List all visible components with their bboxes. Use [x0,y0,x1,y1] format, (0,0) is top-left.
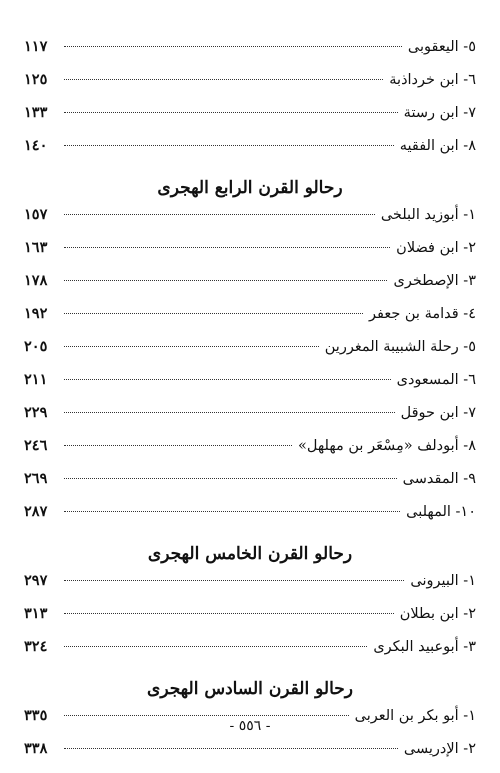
dot-leader [64,715,349,716]
dot-leader [64,112,398,113]
dot-leader [64,214,375,215]
dot-leader [64,580,404,581]
toc-entry [24,206,476,239]
toc-entry [24,740,476,773]
toc-entry [24,71,476,104]
entry-page-number: ٣١٣ [24,605,48,622]
toc-entry [24,503,476,536]
toc-entry [24,437,476,470]
entry-title: ٥- رحلة الشبيبة المغررين [324,339,476,355]
entry-page-number: ٣٢٤ [24,638,48,655]
entry-title: ٨- ابن الفقيه [399,138,476,154]
entry-title: ٢- ابن بطلان [399,606,476,622]
entry-page-number: ٢٩٧ [24,572,48,589]
dot-leader [64,280,387,281]
toc-entry [24,470,476,503]
toc-entry [24,371,476,404]
entry-page-number: ١٣٣ [24,104,48,121]
entry-title: ٦- ابن خرداذبة [389,72,476,88]
dot-leader [64,445,292,446]
toc-entry [24,104,476,137]
entry-title: ١- البيرونى [410,573,476,589]
entry-page-number: ١١٧ [24,38,48,55]
entry-page-number: ١٤٠ [24,137,48,154]
entry-title: ٣- أبوعبيد البكرى [373,639,476,655]
entry-page-number: ١٢٥ [24,71,48,88]
entry-title: ٣- الإصطخرى [393,273,476,289]
entry-page-number: ٢٦٩ [24,470,48,487]
entry-title: ٧- ابن رستة [403,105,476,121]
entry-page-number: ٢٠٥ [24,338,48,355]
dot-leader [64,247,390,248]
toc-section-3 [24,536,476,671]
toc-entry [24,239,476,272]
entry-page-number: ١٩٢ [24,305,48,322]
entry-title: ٢- ابن فضلان [396,240,476,256]
toc-entry [24,272,476,305]
toc-entry [24,338,476,371]
dot-leader [64,79,383,80]
toc-entry [24,605,476,638]
toc-entry [24,137,476,170]
dot-leader [64,46,402,47]
entry-page-number: ٣٣٨ [24,740,48,757]
dot-leader [64,379,391,380]
dot-leader [64,613,394,614]
entry-title: ٢- الإدريسى [403,741,476,757]
page-number: - ٥٥٦ - [229,718,271,734]
dot-leader [64,412,395,413]
toc-entry [24,38,476,71]
dot-leader [64,646,367,647]
entry-title: ٥- اليعقوبى [407,39,476,55]
entry-title: ٤- قدامة بن جعفر [368,306,476,322]
entry-title: ١- أبوزيد البلخى [380,207,476,223]
dot-leader [64,346,319,347]
entry-title: ٨- أبودلف «مِسْعَر بن مهلهل» [297,438,476,454]
entry-page-number: ٢٤٦ [24,437,48,454]
entry-page-number: ١٦٣ [24,239,48,256]
entry-page-number: ٣٣٥ [24,707,48,724]
section-heading: رحالو القرن السادس الهجرى [147,679,353,699]
dot-leader [64,511,400,512]
section-heading: رحالو القرن الرابع الهجرى [157,178,343,198]
entry-page-number: ٢٢٩ [24,404,48,421]
entry-title: ٦- المسعودى [396,372,476,388]
entry-page-number: ٢٨٧ [24,503,48,520]
toc-entry [24,638,476,671]
entry-title: ٧- ابن حوقل [400,405,476,421]
entry-title: ٩- المقدسى [402,471,476,487]
toc-section-2 [24,170,476,536]
dot-leader [64,313,363,314]
section-heading: رحالو القرن الخامس الهجرى [147,544,353,564]
toc-section-1 [24,38,476,170]
entry-title: ١٠- المهلبى [406,504,476,520]
entry-page-number: ١٥٧ [24,206,48,223]
toc-entry [24,305,476,338]
dot-leader [64,145,394,146]
entry-title: ١- أبو بكر بن العربى [354,708,476,724]
entry-page-number: ٢١١ [24,371,48,388]
dot-leader [64,478,397,479]
toc-entry [24,404,476,437]
dot-leader [64,748,398,749]
entry-page-number: ١٧٨ [24,272,48,289]
toc-entry [24,572,476,605]
